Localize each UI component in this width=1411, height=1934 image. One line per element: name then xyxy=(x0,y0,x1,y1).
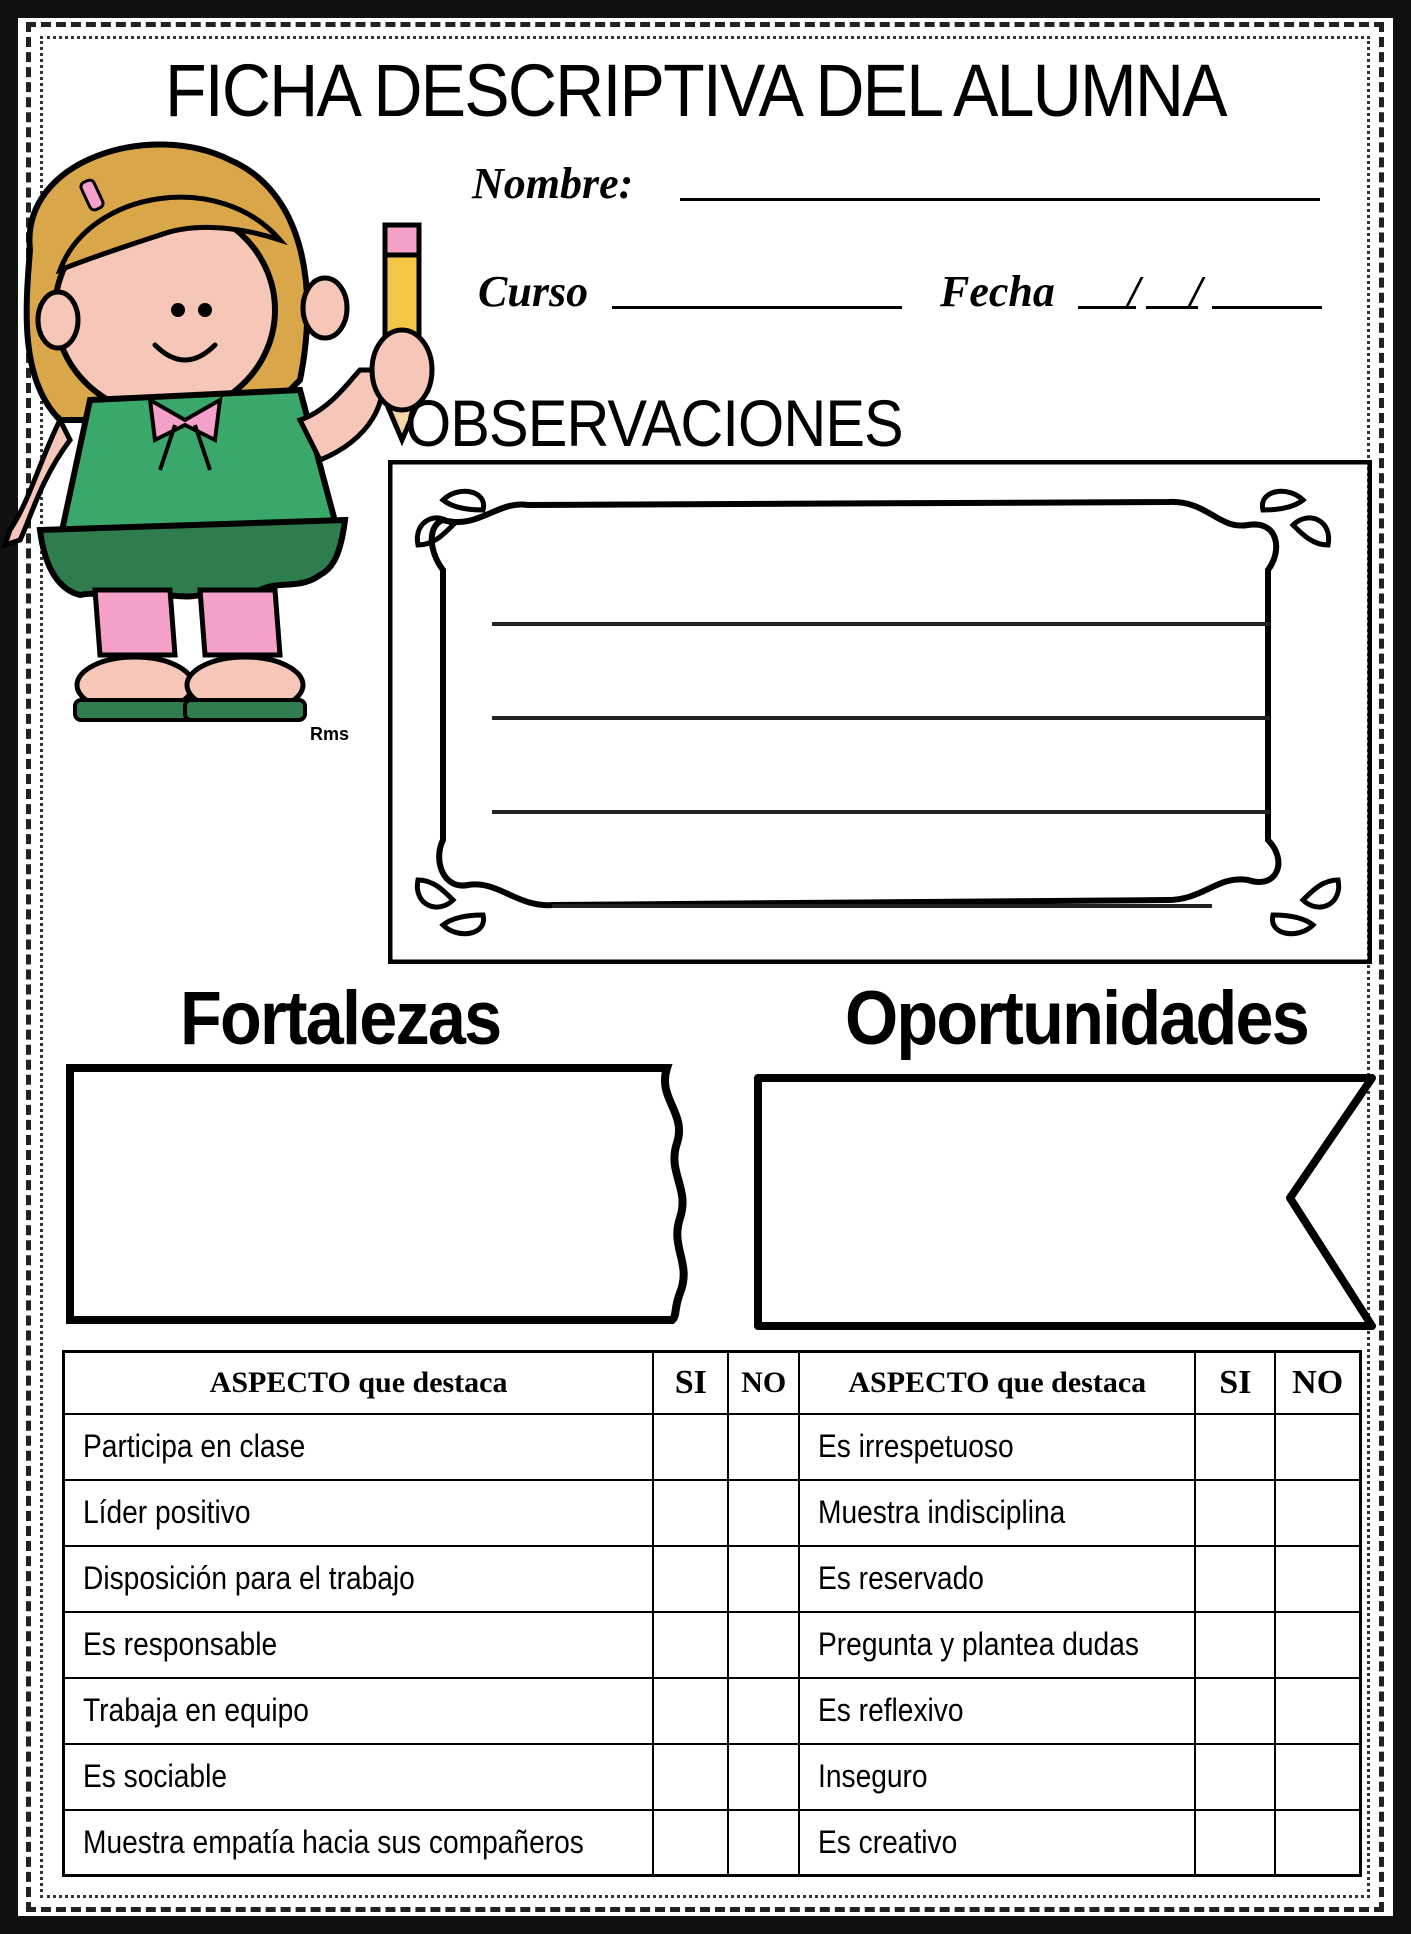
aspect-label: Es responsable xyxy=(64,1612,654,1678)
observaciones-line-2[interactable] xyxy=(492,716,1270,720)
no-checkbox[interactable] xyxy=(728,1810,799,1876)
si-checkbox[interactable] xyxy=(653,1546,728,1612)
oportunidades-box[interactable] xyxy=(750,1068,1380,1338)
aspect-label: Es creativo xyxy=(799,1810,1195,1876)
si-checkbox[interactable] xyxy=(1195,1678,1275,1744)
si-checkbox[interactable] xyxy=(653,1480,728,1546)
fecha-label: Fecha xyxy=(940,267,1055,316)
si-checkbox[interactable] xyxy=(1195,1744,1275,1810)
header-aspect-right: ASPECTO que destaca xyxy=(799,1352,1195,1414)
si-checkbox[interactable] xyxy=(1195,1546,1275,1612)
aspect-label: Muestra empatía hacia sus compañeros xyxy=(64,1810,654,1876)
header-si-right: SI xyxy=(1195,1352,1275,1414)
nombre-label: Nombre: xyxy=(472,159,634,208)
fortalezas-title: Fortalezas xyxy=(180,976,501,1061)
no-checkbox[interactable] xyxy=(1275,1546,1360,1612)
aspect-label: Es reflexivo xyxy=(799,1678,1195,1744)
aspect-label: Trabaja en equipo xyxy=(64,1678,654,1744)
aspect-label: Participa en clase xyxy=(64,1414,654,1480)
no-checkbox[interactable] xyxy=(728,1480,799,1546)
aspect-label: Líder positivo xyxy=(64,1480,654,1546)
aspect-label: Muestra indisciplina xyxy=(799,1480,1195,1546)
table-row xyxy=(64,1480,1361,1546)
si-checkbox[interactable] xyxy=(653,1678,728,1744)
si-checkbox[interactable] xyxy=(653,1414,728,1480)
si-checkbox[interactable] xyxy=(1195,1414,1275,1480)
si-checkbox[interactable] xyxy=(653,1612,728,1678)
si-checkbox[interactable] xyxy=(1195,1810,1275,1876)
aspect-label: Es reservado xyxy=(799,1546,1195,1612)
header-si-left: SI xyxy=(653,1352,728,1414)
observaciones-line-3[interactable] xyxy=(492,810,1270,814)
no-checkbox[interactable] xyxy=(1275,1744,1360,1810)
fecha-year-field[interactable] xyxy=(1212,306,1322,309)
header-no-left: NO xyxy=(728,1352,799,1414)
observaciones-title: OBSERVACIONES xyxy=(405,386,903,460)
observaciones-line-4[interactable] xyxy=(552,904,1212,908)
aspects-table xyxy=(62,1350,1362,1877)
fecha-separator: / xyxy=(1128,267,1141,316)
no-checkbox[interactable] xyxy=(728,1546,799,1612)
observaciones-line-1[interactable] xyxy=(492,622,1270,626)
si-checkbox[interactable] xyxy=(1195,1480,1275,1546)
table-row xyxy=(64,1546,1361,1612)
no-checkbox[interactable] xyxy=(1275,1480,1360,1546)
header-no-right: NO xyxy=(1275,1352,1360,1414)
table-row xyxy=(64,1810,1361,1876)
aspect-label: Disposición para el trabajo xyxy=(64,1546,654,1612)
aspect-label: Pregunta y plantea dudas xyxy=(799,1612,1195,1678)
table-row xyxy=(64,1744,1361,1810)
aspect-label: Inseguro xyxy=(799,1744,1195,1810)
fortalezas-box[interactable] xyxy=(62,1058,692,1330)
no-checkbox[interactable] xyxy=(1275,1678,1360,1744)
header-aspect-left: ASPECTO que destaca xyxy=(64,1352,654,1414)
si-checkbox[interactable] xyxy=(653,1810,728,1876)
observaciones-frame xyxy=(388,460,1372,964)
no-checkbox[interactable] xyxy=(728,1678,799,1744)
si-checkbox[interactable] xyxy=(653,1744,728,1810)
no-checkbox[interactable] xyxy=(1275,1612,1360,1678)
table-row xyxy=(64,1678,1361,1744)
si-checkbox[interactable] xyxy=(1195,1612,1275,1678)
aspect-label: Es sociable xyxy=(64,1744,654,1810)
table-header-row xyxy=(64,1352,1361,1414)
table-row xyxy=(64,1414,1361,1480)
curso-field[interactable] xyxy=(612,306,902,309)
nombre-field[interactable] xyxy=(680,198,1320,201)
no-checkbox[interactable] xyxy=(1275,1810,1360,1876)
fecha-separator: / xyxy=(1190,267,1203,316)
table-row xyxy=(64,1612,1361,1678)
no-checkbox[interactable] xyxy=(728,1414,799,1480)
no-checkbox[interactable] xyxy=(1275,1414,1360,1480)
no-checkbox[interactable] xyxy=(728,1612,799,1678)
no-checkbox[interactable] xyxy=(728,1744,799,1810)
curso-label: Curso xyxy=(478,267,589,316)
oportunidades-title: Oportunidades xyxy=(845,976,1309,1061)
page-title: FICHA DESCRIPTIVA DEL ALUMNA xyxy=(165,49,1226,132)
aspect-label: Es irrespetuoso xyxy=(799,1414,1195,1480)
artist-signature: Rms xyxy=(310,724,350,744)
